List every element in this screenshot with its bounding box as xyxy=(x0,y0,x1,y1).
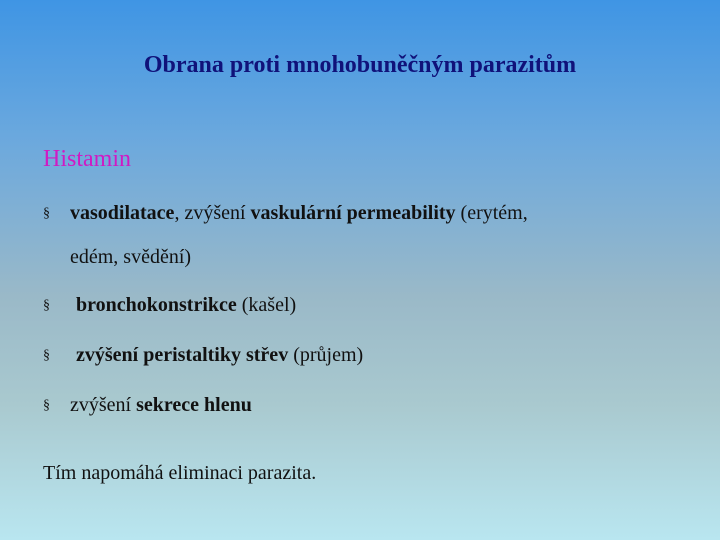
bullet-text: (kašel) xyxy=(236,294,297,316)
bullet-bold-term: vaskulární permeability xyxy=(250,202,456,224)
bullet-marker-icon: § xyxy=(43,398,50,413)
bullet-line-1 xyxy=(70,202,528,225)
bullet-marker-icon: § xyxy=(43,348,50,363)
bullet-text: (erytém, xyxy=(455,202,528,224)
bullet-text: zvýšení xyxy=(70,394,137,416)
bullet-bold-term: vasodilatace xyxy=(70,202,175,224)
bullet-bold-term: zvýšení peristaltiky střev xyxy=(76,344,289,366)
bullet-line xyxy=(76,344,363,367)
section-heading: Histamin xyxy=(43,146,131,172)
bullet-line-2: edém, svědění) xyxy=(70,246,192,268)
bullet-bold-term: sekrece hlenu xyxy=(136,394,252,416)
bullet-bold-term: bronchokonstrikce xyxy=(76,294,237,316)
bullet-text: (průjem) xyxy=(288,344,364,366)
bullet-text: , zvýšení xyxy=(174,202,251,224)
bullet-line xyxy=(76,294,296,317)
slide-title: Obrana proti mnohobuněčným parazitům xyxy=(143,52,577,78)
bullet-marker-icon: § xyxy=(43,298,50,313)
bullet-marker-icon: § xyxy=(43,206,50,221)
bullet-line xyxy=(70,394,252,417)
conclusion-text: Tím napomáhá eliminaci parazita. xyxy=(43,462,317,484)
